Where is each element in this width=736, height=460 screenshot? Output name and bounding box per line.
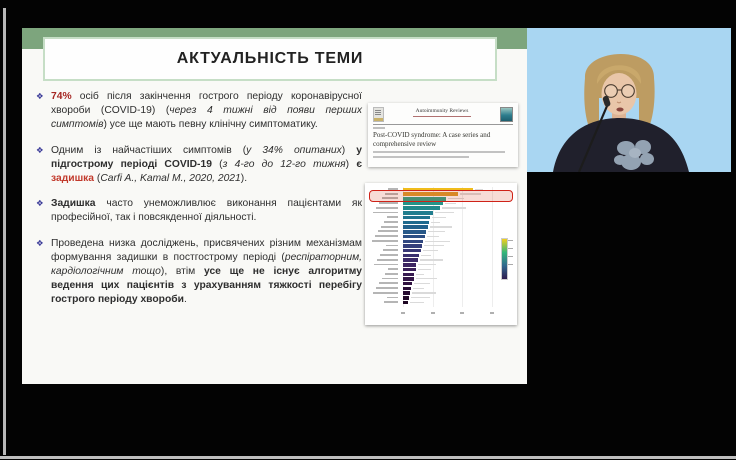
chart-label-placeholder [379,202,398,204]
chart-value-annotation-placeholder [432,217,446,218]
bullet-text-run: осіб після закінчення гострого періоду коронавірусної хвороби (COVID-19) ( [51,91,362,117]
chart-bar [403,263,416,267]
author-line-placeholder [373,156,469,158]
chart-value-annotation-placeholder [431,222,440,223]
article-type-placeholder [373,127,385,129]
bullet-text-run: Задишка [51,198,96,210]
colorbar-ticks [508,240,514,276]
chart-value-annotation-placeholder [416,274,424,275]
chart-label-placeholder [384,301,398,303]
chart-value-annotation-placeholder [427,236,439,237]
chart-value-annotation-placeholder [423,250,438,251]
chart-label-placeholder [377,259,398,261]
chart-label-placeholder [387,216,398,218]
chart-label-placeholder [373,212,398,214]
bullet-item [36,144,362,187]
chart-label-placeholder [380,254,398,256]
chart-label-placeholder [374,264,398,266]
bullet-text-run: з 4-го до 12-го тижня [222,158,346,170]
bullet-item [36,237,362,308]
chart-colorbar-legend [501,238,508,280]
chart-bar [403,301,408,305]
bullet-list [36,90,362,319]
bottom-edge-strip [0,456,736,459]
chart-bar [403,235,425,239]
chart-bar [403,258,418,262]
chart-value-annotation-placeholder [414,283,430,284]
bullet-marker-icon: ❖ [36,144,44,155]
bullet-text-run: у 34% опитаних [246,144,342,156]
bullet-text-run: ), втім [160,266,204,278]
journal-logo-icon [373,107,384,122]
bullet-text-run: задишка [51,173,95,185]
chart-label-placeholder [378,230,398,232]
presenter-illustration [527,28,731,172]
chart-bar [403,230,426,234]
paper-card [368,103,518,167]
bullet-text-run: Одним із найчастіших симптомів ( [51,144,247,156]
chart-plot [365,187,517,311]
bullet-text-run: ( [94,173,101,185]
bullet-marker-icon: ❖ [36,198,44,209]
chart-value-annotation-placeholder [430,226,452,227]
chart-value-annotation-placeholder [435,212,454,213]
left-edge-strip [3,8,6,455]
chart-bar [403,221,429,225]
bullet-item [36,197,362,225]
bullet-marker-icon: ❖ [36,91,44,101]
presenter-video-tile [527,28,731,172]
chart-value-annotation-placeholder [411,297,430,298]
chart-bar [403,225,428,229]
chart-value-annotation-placeholder [421,255,431,256]
chart-value-annotation-placeholder [425,241,450,242]
chart-value-annotation-placeholder [413,288,424,289]
chart-value-annotation-placeholder [416,278,437,279]
chart-bar [403,249,421,253]
chart-label-placeholder [376,287,398,289]
chart-bar [403,273,414,277]
bullet-text-run: ) [345,158,357,170]
chart-label-placeholder [373,292,398,294]
chart-bar [403,240,423,244]
slide-title: АКТУАЛЬНІСТЬ ТЕМИ [176,50,364,67]
chart-value-annotation-placeholder [418,264,436,265]
chart-bar [403,282,412,286]
chart-bar [403,291,410,295]
chart-label-placeholder [382,278,398,280]
chart-value-annotation-placeholder [424,245,444,246]
chart-label-placeholder [376,207,398,209]
chart-label-placeholder [381,226,398,228]
presenter-mouth [616,108,623,112]
chart-bar [403,287,411,291]
chart-value-annotation-placeholder [420,259,443,260]
bullet-text-run: усе ще не існує алгоритму ведення цих пацієнтів з урахуванням тяжкості перебігу гострого періоду хвороби [51,266,363,306]
bullet-text-run: . [183,294,187,306]
bullet-text-run: Проведена низка досліджень, присвячених різним механізмам формування задишки в постгострому періоді ( [51,237,362,263]
bullet-text-run: ). [240,173,248,185]
bullet-text-run: респіраторним, кардіологічним тощо [51,251,362,278]
bullet-text-run: Carfi A., Kamal M., 2020, 2021 [100,173,241,185]
chart-value-annotation-placeholder [445,203,456,204]
slide-title-box [43,37,497,81]
chart-label-placeholder [379,282,398,284]
chart-value-annotation-placeholder [428,231,445,232]
paper-title: Post-COVID syndrome: A case series and comprehensive review [373,130,491,148]
chart-label-placeholder [384,221,398,223]
chart-bar [403,244,422,248]
chart-card [365,183,517,325]
journal-name: Autoimmunity Reviews [415,108,469,114]
bullet-text-run: часто унеможливлює виконання пацієнтами як професійної, так і повсякденної діяльності. [51,198,362,224]
chart-bar [403,268,416,272]
chart-bar-row [365,300,517,305]
chart-value-annotation-placeholder [442,207,466,208]
chart-bar [403,296,409,300]
author-line-placeholder [373,151,505,153]
chart-highlight-box [369,190,513,202]
chart-value-annotation-placeholder [410,302,424,303]
bullet-text-run: ) усе ще мають певну клінічну симптоматику. [103,119,318,131]
bullet-marker-icon: ❖ [36,237,44,248]
chart-bar [403,206,440,210]
chart-label-placeholder [387,297,398,299]
chart-value-annotation-placeholder [418,269,431,270]
bullet-text-run: є [356,158,362,170]
chart-bar [403,277,414,281]
chart-bar [403,211,433,215]
journal-homepage-line [413,116,471,117]
chart-label-placeholder [372,240,398,242]
bullet-text-run: через 4 тижні від появи перших симптомів [51,105,362,131]
chart-label-placeholder [375,235,398,237]
chart-label-placeholder [388,268,398,270]
chart-label-placeholder [385,273,398,275]
bullet-text-run: ( [211,158,223,170]
chart-label-placeholder [386,245,398,247]
bullet-item [36,90,362,133]
bullet-text-run: 74% [51,91,80,102]
chart-bar [403,202,443,206]
journal-cover-thumbnail-icon [500,107,513,122]
bullet-text-run: у підгострому періоді COVID-19 [51,144,362,170]
bullet-text-run: ) [341,144,357,156]
chart-value-annotation-placeholder [412,292,436,293]
x-axis-ticks [365,312,517,316]
chart-bar [403,216,430,220]
presentation-slide [22,28,527,384]
paper-divider [373,124,513,125]
chart-label-placeholder [383,249,398,251]
chart-bar [403,254,419,258]
paper-header [373,107,513,123]
